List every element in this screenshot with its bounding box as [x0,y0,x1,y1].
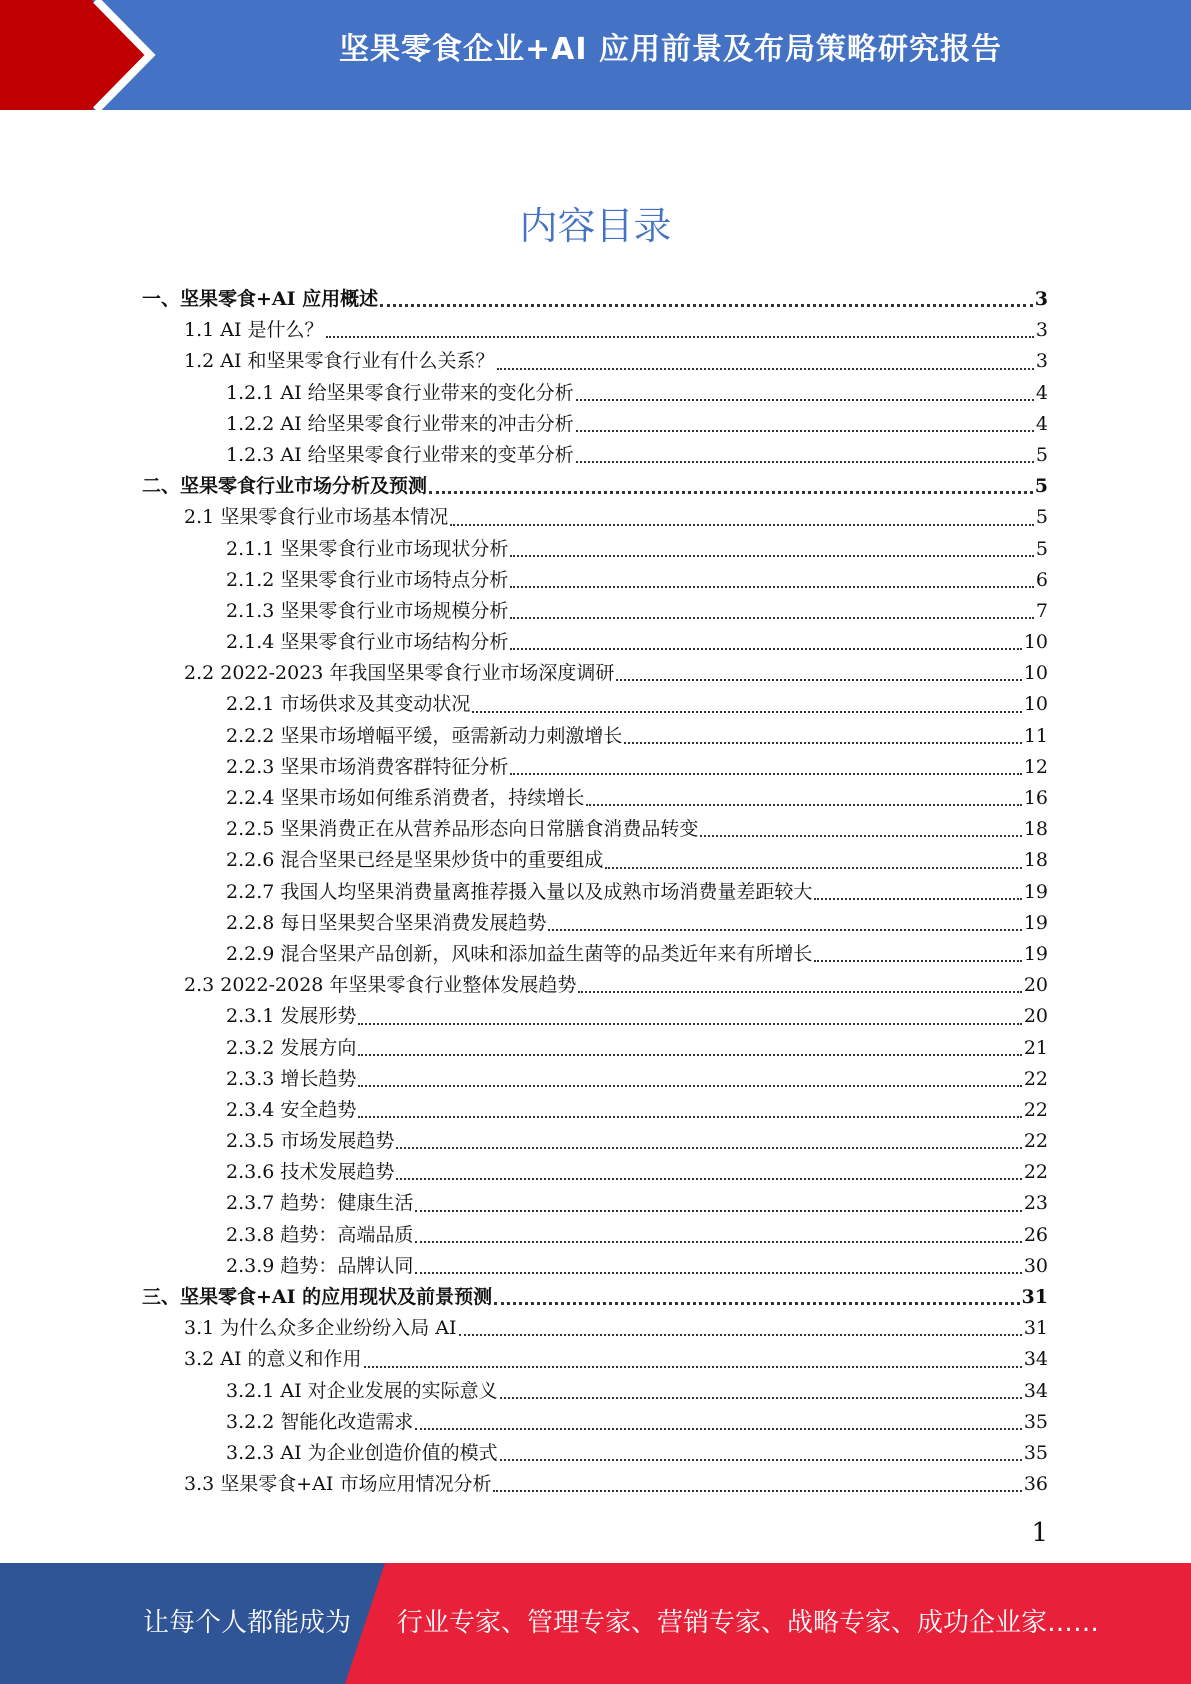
toc-dot-leader [510,586,1034,588]
toc-entry-page: 22 [1023,1098,1048,1121]
toc-entry-page: 35 [1023,1410,1048,1433]
toc-dot-leader [450,524,1034,526]
toc-entry[interactable] [142,1344,1048,1375]
toc-dot-leader [576,430,1034,432]
toc-entry-page: 36 [1023,1473,1048,1496]
toc-dot-leader [500,1397,1022,1399]
toc-dot-leader [624,742,1021,744]
toc-dot-leader [494,1302,1019,1305]
toc-dot-leader [510,773,1021,775]
toc-entry[interactable] [142,1282,1048,1313]
toc-entry-label: 2.2.1 市场供求及其变动状况 [226,693,471,716]
toc-entry-page: 34 [1023,1379,1048,1402]
toc-entry[interactable] [142,378,1048,409]
toc-entry-label: 2.2 2022-2023 年我国坚果零食行业市场深度调研 [184,662,615,685]
toc-entry[interactable] [142,970,1048,1001]
toc-entry-page: 31 [1023,1317,1048,1340]
toc-entry-label: 2.2.2 坚果市场增幅平缓，亟需新动力刺激增长 [226,724,623,747]
toc-dot-leader [576,461,1034,463]
toc-entry-page: 10 [1023,631,1048,654]
toc-entry-page: 22 [1023,1067,1048,1090]
toc-entry-page: 34 [1023,1348,1048,1371]
toc-entry-label: 3.2.3 AI 为企业创造价值的模式 [226,1441,498,1464]
toc-dot-leader [459,1334,1022,1336]
toc-entry[interactable] [142,1469,1048,1500]
toc-entry-label: 2.3.9 趋势：品牌认同 [226,1254,414,1277]
toc-entry-label: 2.2.5 坚果消费正在从营养品形态向日常膳食消费品转变 [226,818,699,841]
toc-entry-page: 26 [1023,1223,1048,1246]
toc-entry-label: 2.2.3 坚果市场消费客群特征分析 [226,755,509,778]
toc-entry[interactable] [142,596,1048,627]
toc-entry-page: 11 [1023,724,1048,747]
toc-entry[interactable] [142,1126,1048,1157]
toc-entry-page: 6 [1035,568,1048,591]
toc-entry-label: 2.3.7 趋势：健康生活 [226,1192,414,1215]
toc-entry[interactable] [142,1313,1048,1344]
toc-dot-leader [396,1147,1021,1149]
toc-entry-page: 21 [1023,1036,1048,1059]
toc-entry-label: 三、坚果零食+AI 的应用现状及前景预测 [142,1286,493,1308]
toc-entry-label: 2.3.2 发展方向 [226,1036,357,1059]
toc-entry[interactable] [142,845,1048,876]
toc-entry-label: 3.3 坚果零食+AI 市场应用情况分析 [184,1473,492,1496]
toc-entry-label: 2.2.7 我国人均坚果消费量离推荐摄入量以及成熟市场消费量差距较大 [226,880,813,903]
toc-entry-page: 5 [1035,537,1048,560]
header-banner [0,0,1191,110]
toc-dot-leader [415,1428,1021,1430]
toc-entry-label: 1.2.2 AI 给坚果零食行业带来的冲击分析 [226,412,574,435]
toc-entry-page: 31 [1021,1286,1048,1308]
report-title: 坚果零食企业+AI 应用前景及布局策略研究报告 [339,32,1002,67]
footer-slogan-left: 让每个人都能成为 [143,1608,352,1638]
toc-entry[interactable] [142,1001,1048,1032]
toc-entry-page: 5 [1035,506,1048,529]
toc-dot-leader [396,1178,1021,1180]
toc-dot-leader [510,555,1034,557]
page-number: 1 [1031,1518,1048,1548]
toc-entry-page: 5 [1034,475,1048,498]
toc-dot-leader [576,399,1034,401]
toc-dot-leader [429,491,1033,494]
toc-entry-page: 16 [1023,787,1048,809]
toc-dot-leader [415,1241,1021,1243]
toc-entry-label: 3.2.2 智能化改造需求 [226,1410,414,1433]
toc-entry-label: 1.2.1 AI 给坚果零食行业带来的变化分析 [226,381,574,404]
toc-dot-leader [605,867,1021,869]
table-of-contents [142,284,1048,1500]
toc-entry[interactable] [142,1095,1048,1126]
toc-entry-page: 35 [1023,1441,1048,1464]
toc-entry-label: 3.1 为什么众多企业纷纷入局 AI [184,1317,457,1340]
toc-entry[interactable] [142,284,1048,315]
toc-entry-label: 2.2.9 混合坚果产品创新，风味和添加益生菌等的品类近年来有所增长 [226,942,813,965]
toc-entry-page: 3 [1034,288,1048,310]
toc-entry-page: 7 [1035,599,1048,622]
toc-entry[interactable] [142,1376,1048,1407]
toc-dot-leader [326,336,1034,338]
toc-dot-leader [586,804,1021,806]
toc-entry-page: 5 [1035,443,1048,466]
toc-entry[interactable] [142,1033,1048,1064]
toc-dot-leader [814,898,1021,900]
toc-dot-leader [380,304,1033,307]
footer-banner [0,1563,1191,1684]
toc-entry-label: 2.1.4 坚果零食行业市场结构分析 [226,631,509,654]
toc-dot-leader [358,1085,1021,1087]
toc-entry-page: 10 [1023,693,1048,716]
toc-entry-page: 4 [1035,381,1048,404]
toc-dot-leader [814,960,1021,962]
toc-entry-label: 二、坚果零食行业市场分析及预测 [142,475,428,498]
toc-dot-leader [500,1459,1022,1461]
toc-entry-page: 20 [1023,1005,1048,1028]
toc-dot-leader [510,648,1021,650]
toc-entry-label: 2.3.1 发展形势 [226,1005,357,1028]
toc-entry[interactable] [142,1438,1048,1469]
toc-entry-label: 2.2.4 坚果市场如何维系消费者，持续增长 [226,787,585,809]
toc-entry-page: 22 [1023,1130,1048,1153]
toc-entry-page: 20 [1023,974,1048,997]
toc-entry-page: 23 [1023,1192,1048,1215]
toc-entry[interactable] [142,440,1048,471]
toc-entry-page: 10 [1023,662,1048,685]
toc-entry-label: 1.1 AI 是什么？ [184,319,324,342]
toc-entry-page: 22 [1023,1161,1048,1184]
toc-entry-page: 3 [1035,319,1048,342]
toc-entry[interactable] [142,1064,1048,1095]
toc-entry-label: 2.1.3 坚果零食行业市场规模分析 [226,599,509,622]
toc-dot-leader [616,679,1021,681]
toc-entry-label: 2.3.3 增长趋势 [226,1067,357,1090]
toc-entry[interactable] [142,315,1048,346]
toc-entry[interactable] [142,908,1048,939]
toc-dot-leader [548,929,1021,931]
toc-entry-label: 2.1 坚果零食行业市场基本情况 [184,506,449,529]
toc-entry-label: 2.3.4 安全趋势 [226,1098,357,1121]
toc-entry-label: 3.2.1 AI 对企业发展的实际意义 [226,1379,498,1402]
toc-entry-page: 19 [1023,942,1048,965]
toc-entry-page: 19 [1023,911,1048,934]
toc-entry[interactable] [142,1407,1048,1438]
toc-entry-label: 1.2 AI 和坚果零食行业有什么关系？ [184,350,495,373]
toc-entry[interactable] [142,565,1048,596]
toc-dot-leader [493,1490,1021,1492]
toc-dot-leader [364,1366,1022,1368]
toc-dot-leader [578,991,1021,993]
toc-entry[interactable] [142,752,1048,783]
toc-entry-page: 12 [1023,755,1048,778]
footer-slogan-right: 行业专家、管理专家、营销专家、战略专家、成功企业家…… [397,1608,1100,1638]
toc-heading: 内容目录 [519,204,672,248]
toc-entry[interactable] [142,502,1048,533]
toc-entry[interactable] [142,346,1048,377]
toc-dot-leader [415,1210,1021,1212]
toc-entry[interactable] [142,627,1048,658]
toc-entry-label: 2.1.1 坚果零食行业市场现状分析 [226,537,509,560]
toc-dot-leader [415,1272,1021,1274]
toc-dot-leader [358,1054,1021,1056]
toc-entry-page: 18 [1023,818,1048,841]
toc-entry-label: 2.3.6 技术发展趋势 [226,1161,395,1184]
toc-entry[interactable] [142,783,1048,814]
toc-entry-label: 2.3.8 趋势：高端品质 [226,1223,414,1246]
toc-entry[interactable] [142,689,1048,720]
toc-dot-leader [358,1116,1021,1118]
toc-entry-page: 19 [1023,880,1048,903]
toc-entry-page: 4 [1035,412,1048,435]
toc-entry-label: 2.2.8 每日坚果契合坚果消费发展趋势 [226,911,547,934]
toc-entry-label: 2.2.6 混合坚果已经是坚果炒货中的重要组成 [226,849,604,872]
toc-entry-page: 18 [1023,849,1048,872]
toc-entry[interactable] [142,877,1048,908]
toc-entry[interactable] [142,658,1048,689]
toc-entry-label: 2.1.2 坚果零食行业市场特点分析 [226,568,509,591]
toc-entry-label: 3.2 AI 的意义和作用 [184,1348,362,1371]
toc-entry-label: 2.3 2022-2028 年坚果零食行业整体发展趋势 [184,974,577,997]
toc-entry-label: 2.3.5 市场发展趋势 [226,1130,395,1153]
toc-dot-leader [700,835,1021,837]
toc-entry-page: 3 [1035,350,1048,373]
toc-entry[interactable] [142,1220,1048,1251]
toc-entry[interactable] [142,939,1048,970]
toc-entry-label: 一、坚果零食+AI 应用概述 [142,288,379,310]
toc-entry[interactable] [142,1188,1048,1219]
toc-entry[interactable] [142,534,1048,565]
toc-dot-leader [358,1023,1021,1025]
toc-entry[interactable] [142,471,1048,502]
toc-entry[interactable] [142,409,1048,440]
toc-entry-label: 1.2.3 AI 给坚果零食行业带来的变革分析 [226,443,574,466]
toc-entry[interactable] [142,721,1048,752]
toc-entry[interactable] [142,814,1048,845]
toc-dot-leader [472,711,1021,713]
toc-entry-page: 30 [1023,1254,1048,1277]
toc-dot-leader [510,617,1034,619]
toc-entry[interactable] [142,1157,1048,1188]
toc-entry[interactable] [142,1251,1048,1282]
toc-dot-leader [497,368,1034,370]
